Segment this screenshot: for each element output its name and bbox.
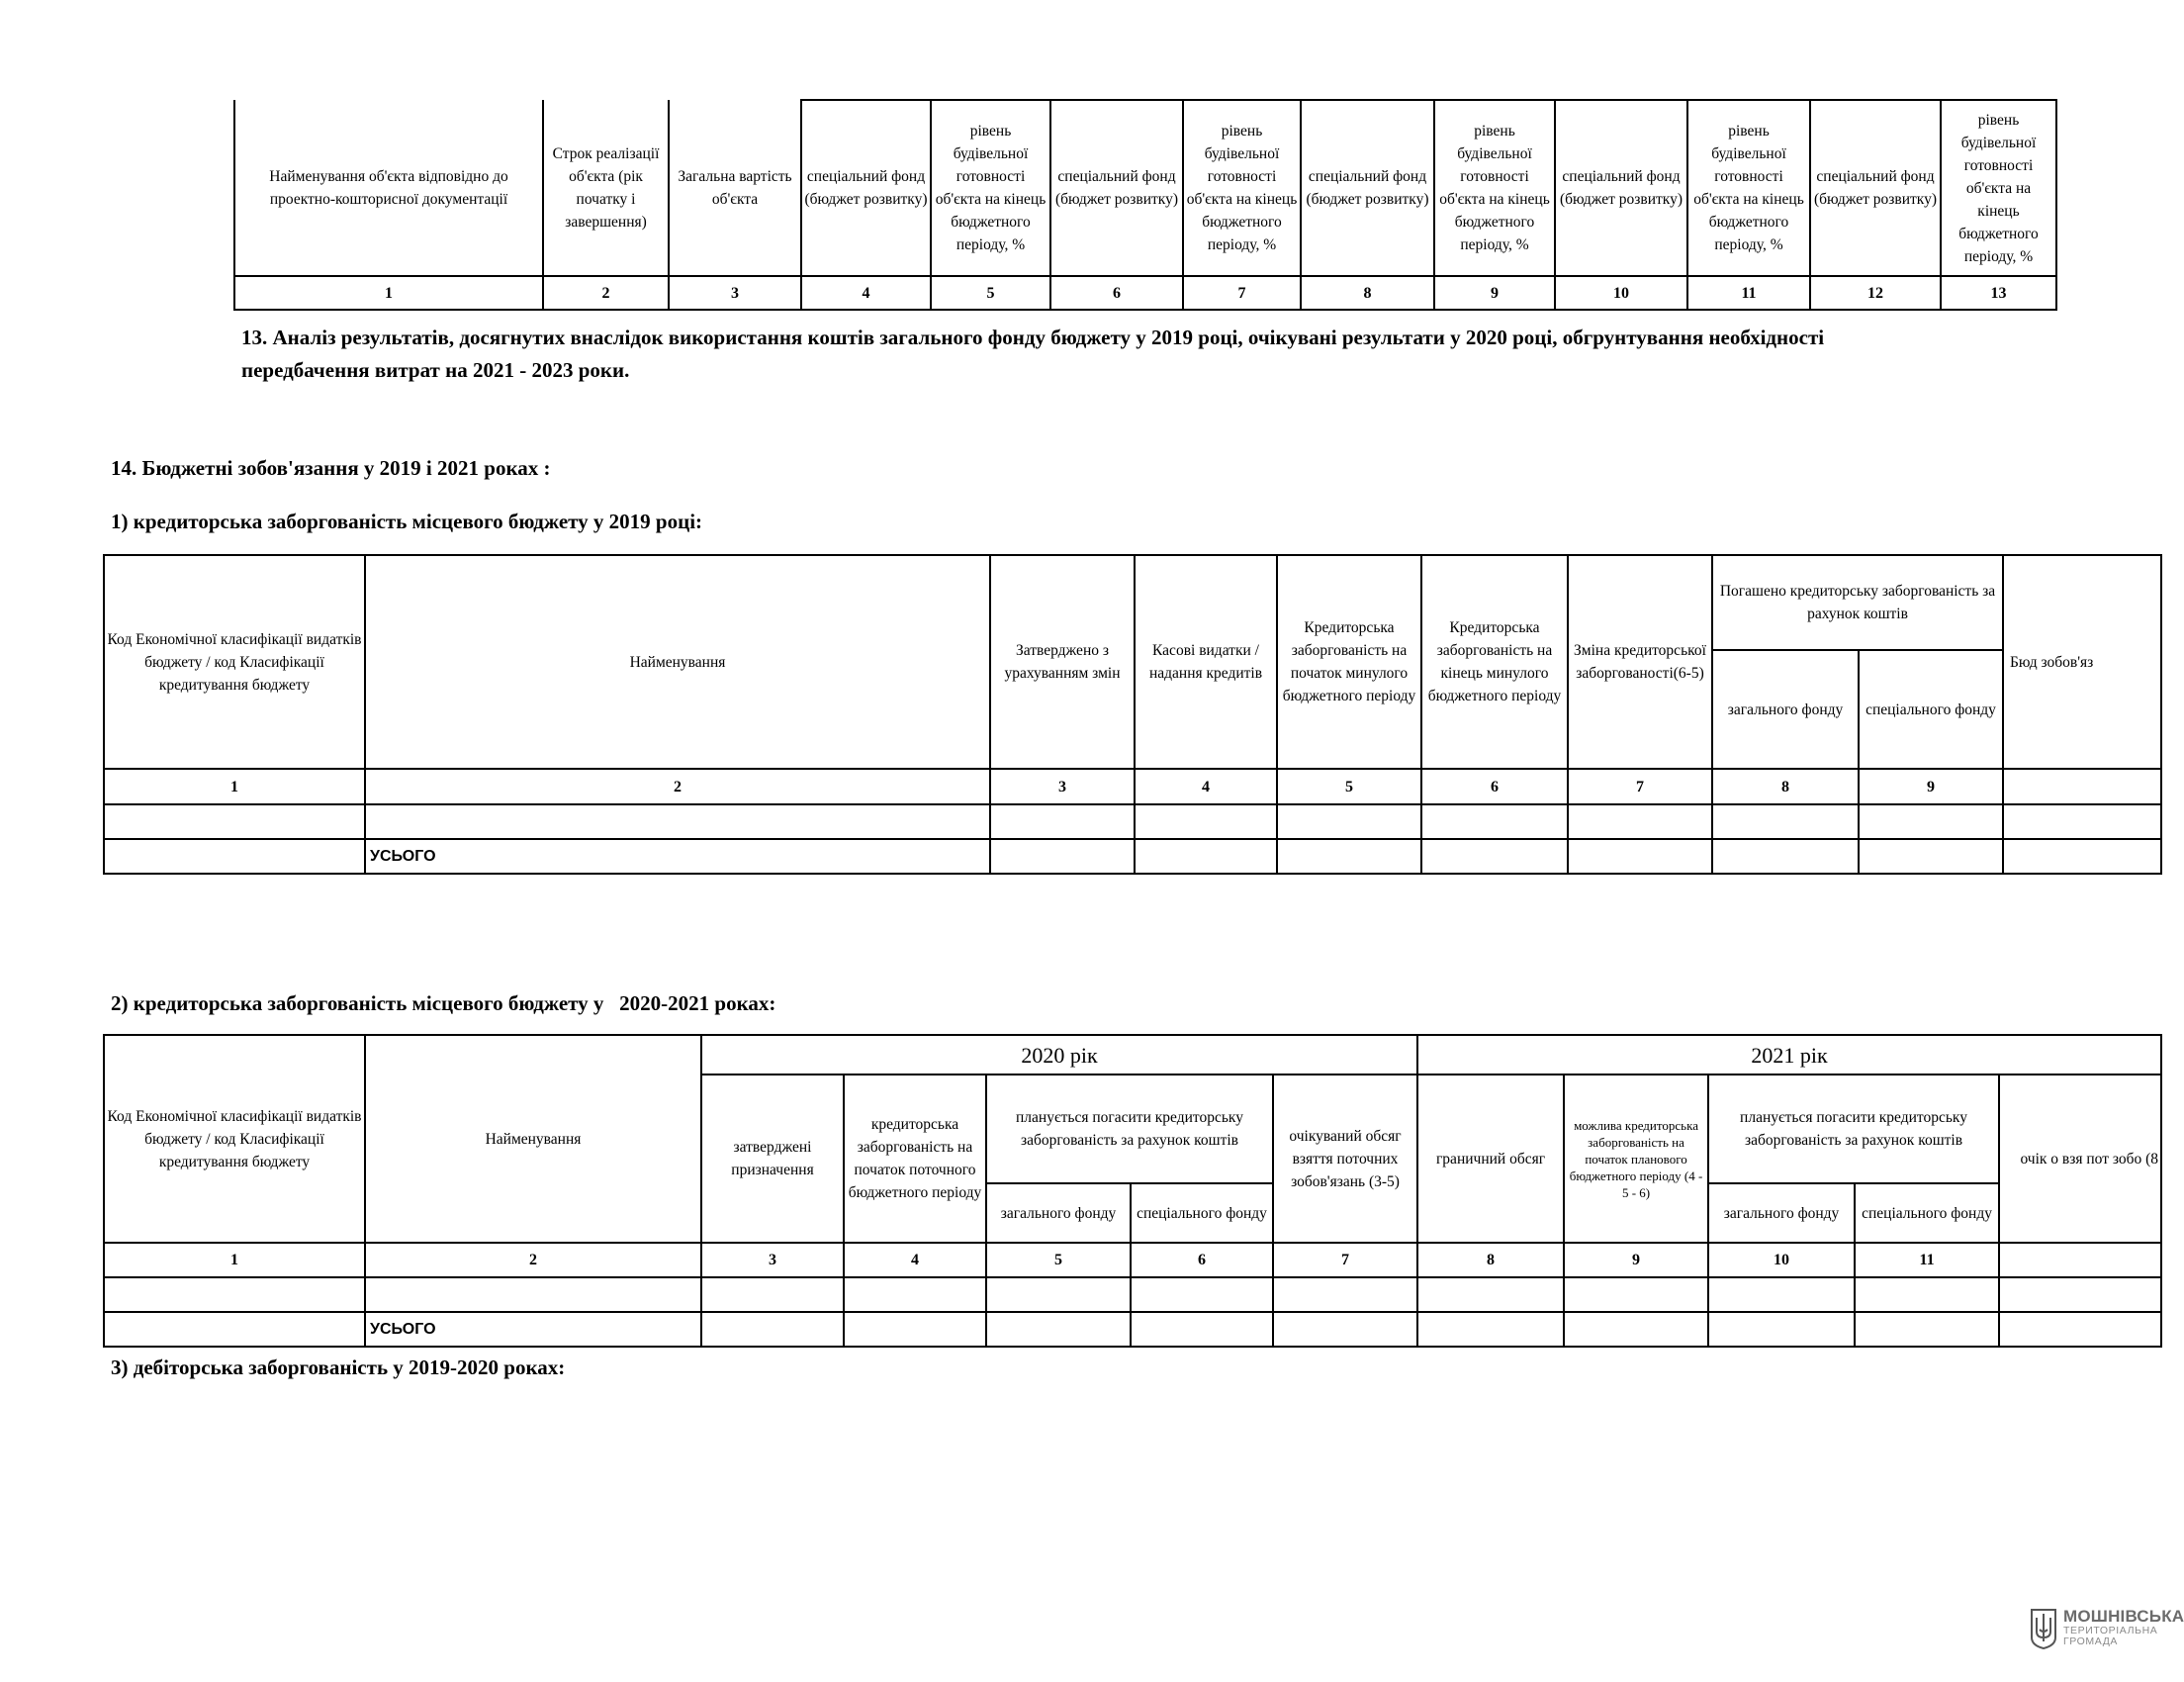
header-readiness: рівень будівельної готовності об'єкта на кінець бюджетного періоду, % [931,100,1050,276]
header-general-fund: загального фонду [1712,650,1859,769]
header-readiness: рівень будівельної готовності об'єкта на кінець бюджетного періоду, % [1687,100,1810,276]
column-number: 7 [1183,276,1301,310]
header-approved: Затверджено з урахуванням змін [990,555,1135,769]
column-number: 4 [1135,769,1277,804]
header-readiness: рівень будівельної готовності об'єкта на кінець бюджетного періоду, % [1941,100,2056,276]
column-number: 7 [1273,1243,1417,1277]
column-number: 5 [986,1243,1131,1277]
table-cell [1421,804,1568,839]
column-number: 4 [801,276,931,310]
column-number: 10 [1708,1243,1855,1277]
column-number: 1 [234,276,543,310]
table-cell [1417,1312,1564,1347]
table-cell [1131,1277,1273,1312]
header-debt-change: Зміна кредиторської заборгованості(6-5) [1568,555,1712,769]
table-cell [365,1277,701,1312]
table-cell [1855,1277,1999,1312]
table-header-row [104,1035,2161,1075]
total-label: УСЬОГО [365,1312,701,1347]
column-number: 1 [104,769,365,804]
column-number: 6 [1050,276,1183,310]
subsection-1-title: 1) кредиторська заборгованість місцевого бюджету у 2019 році: [111,510,703,533]
header-general-fund: загального фонду [1708,1183,1855,1243]
column-number: 1 [104,1243,365,1277]
total-row [104,1312,2161,1347]
header-special-fund: спеціальний фонд (бюджет розвитку) [1050,100,1183,276]
table-cell [986,1277,1131,1312]
table-cell [844,1277,986,1312]
table-cell [104,804,365,839]
header-cash-expenditures: Касові видатки / надання кредитів [1135,555,1277,769]
header-code: Код Економічної класифікації видатків бюджету / код Класифікації кредитування бюджету [104,1035,365,1243]
header-special-fund: спеціального фонду [1131,1183,1273,1243]
table-cell [104,839,365,874]
table-cell [1564,1312,1708,1347]
logo-subtitle [2063,1626,2157,1647]
header-plan-repay-2021: планується погасити кредиторську заборгованість за рахунок коштів [1708,1075,1999,1183]
table-cell [1859,839,2003,874]
header-special-fund: спеціальний фонд (бюджет розвитку) [801,100,931,276]
header-expected-obligations-2021: очік о взя пот зобо (8 [1999,1075,2161,1243]
total-row [104,839,2161,874]
logo-name: МОШНІВСЬКА [2063,1607,2184,1626]
table-1-viewport [103,554,2094,881]
table-cell [1277,804,1421,839]
table-2-viewport [103,1034,2159,1360]
column-number: 9 [1434,276,1555,310]
header-special-fund: спеціального фонду [1859,650,2003,769]
header-debt-start: кредиторська заборгованість на початок поточного бюджетного періоду [844,1075,986,1243]
creditor-debt-2020-2021-table [103,1034,2162,1348]
table-cell [1999,1277,2161,1312]
table-cell [1564,1277,1708,1312]
header-approved: затверджені призначення [701,1075,844,1243]
header-possible-debt: можлива кредиторська заборгованість на початок планового бюджетного періоду (4 - 5 - 6) [1564,1075,1708,1243]
table-cell [990,804,1135,839]
header-debt-end: Кредиторська заборгованість на кінець минулого бюджетного періоду [1421,555,1568,769]
column-number: 13 [1941,276,2056,310]
table-header-row [104,555,2161,650]
section-13-line-1: 13. Аналіз результатів, досягнутих внаслідок використання коштів загального фонду бюджету у 2019 році, очікувані результати у 2020 році, обгрунтування необхідності [241,326,1825,349]
column-number-row [234,276,2056,310]
header-plan-repay: планується погасити кредиторську заборгованість за рахунок коштів [986,1075,1273,1183]
table-cell [1568,804,1712,839]
column-number: 6 [1421,769,1568,804]
table-cell [986,1312,1131,1347]
header-expected-obligations: очікуваний обсяг взяття поточних зобов'язань (3-5) [1273,1075,1417,1243]
column-number-row [104,1243,2161,1277]
header-budget-obligations: Бюд зобов'яз [2003,555,2161,769]
column-number: 11 [1855,1243,1999,1277]
capital-objects-table [233,99,2057,311]
column-number: 9 [1564,1243,1708,1277]
column-number: 12 [1810,276,1941,310]
total-label: УСЬОГО [365,839,990,874]
table-cell [701,1312,844,1347]
section-13-line-2: передбачення витрат на 2021 - 2023 роки. [241,358,630,382]
header-limit: граничний обсяг [1417,1075,1564,1243]
header-year-2021: 2021 рік [1417,1035,2161,1075]
subsection-2-title: 2) кредиторська заборгованість місцевого бюджету у 2020-2021 роках: [111,991,776,1015]
column-number: 3 [701,1243,844,1277]
table-cell [1421,839,1568,874]
column-number: 3 [990,769,1135,804]
column-number: 2 [543,276,669,310]
subsection-3-title: 3) дебіторська заборгованість у 2019-2020 роках: [111,1355,566,1379]
header-general-fund: загального фонду [986,1183,1131,1243]
header-object-name: Найменування об'єкта відповідно до проектно-кошторисної документації [234,100,543,276]
header-readiness: рівень будівельної готовності об'єкта на кінець бюджетного періоду, % [1434,100,1555,276]
column-number: 7 [1568,769,1712,804]
table-cell [1855,1312,1999,1347]
table-cell [365,804,990,839]
header-name: Найменування [365,555,990,769]
section-13-text [241,322,2081,387]
header-year-2020: 2020 рік [701,1035,1417,1075]
table-cell [1712,839,1859,874]
logo-line-2: ГРОМАДА [2063,1635,2119,1647]
table-cell [2003,804,2161,839]
table-cell [1135,804,1277,839]
column-number: 10 [1555,276,1687,310]
column-number: 11 [1687,276,1810,310]
creditor-debt-2019-table [103,554,2162,875]
table-cell [1273,1277,1417,1312]
column-number [2003,769,2161,804]
table-cell [2003,839,2161,874]
column-number: 9 [1859,769,2003,804]
table-cell [701,1277,844,1312]
table-cell [990,839,1135,874]
column-number: 4 [844,1243,986,1277]
column-number: 5 [931,276,1050,310]
table-cell [1277,839,1421,874]
header-name: Найменування [365,1035,701,1243]
header-code: Код Економічної класифікації видатків бюджету / код Класифікації кредитування бюджету [104,555,365,769]
column-number: 8 [1301,276,1434,310]
column-number-row [104,769,2161,804]
header-readiness: рівень будівельної готовності об'єкта на кінець бюджетного періоду, % [1183,100,1301,276]
table-cell [1568,839,1712,874]
column-number: 8 [1417,1243,1564,1277]
column-number: 2 [365,769,990,804]
table-row [104,1277,2161,1312]
column-number: 3 [669,276,801,310]
table-cell [1131,1312,1273,1347]
table-row [104,804,2161,839]
section-14-title: 14. Бюджетні зобов'язання у 2019 і 2021 роках : [111,456,551,480]
table-cell [1712,804,1859,839]
table-cell [1417,1277,1564,1312]
table-cell [1708,1277,1855,1312]
header-total-cost: Загальна вартість об'єкта [669,100,801,276]
header-term: Строк реалізації об'єкта (рік початку і завершення) [543,100,669,276]
header-special-fund: спеціальний фонд (бюджет розвитку) [1301,100,1434,276]
column-number: 2 [365,1243,701,1277]
table-cell [104,1312,365,1347]
column-number: 6 [1131,1243,1273,1277]
header-special-fund: спеціальний фонд (бюджет розвитку) [1555,100,1687,276]
table-cell [104,1277,365,1312]
column-number [1999,1243,2161,1277]
logo-line-1: ТЕРИТОРІАЛЬНА [2063,1625,2158,1636]
table-cell [1273,1312,1417,1347]
table-cell [1859,804,2003,839]
community-logo [2030,1606,2184,1655]
header-special-fund: спеціальний фонд (бюджет розвитку) [1810,100,1941,276]
trident-emblem-icon [2030,1608,2057,1649]
header-special-fund: спеціального фонду [1855,1183,1999,1243]
header-repaid-group: Погашено кредиторську заборгованість за рахунок коштів [1712,555,2003,650]
table-cell [1135,839,1277,874]
table-header-row [234,100,2056,276]
table-cell [844,1312,986,1347]
column-number: 5 [1277,769,1421,804]
table-cell [1708,1312,1855,1347]
column-number: 8 [1712,769,1859,804]
header-debt-start: Кредиторська заборгованість на початок минулого бюджетного періоду [1277,555,1421,769]
table-cell [1999,1312,2161,1347]
